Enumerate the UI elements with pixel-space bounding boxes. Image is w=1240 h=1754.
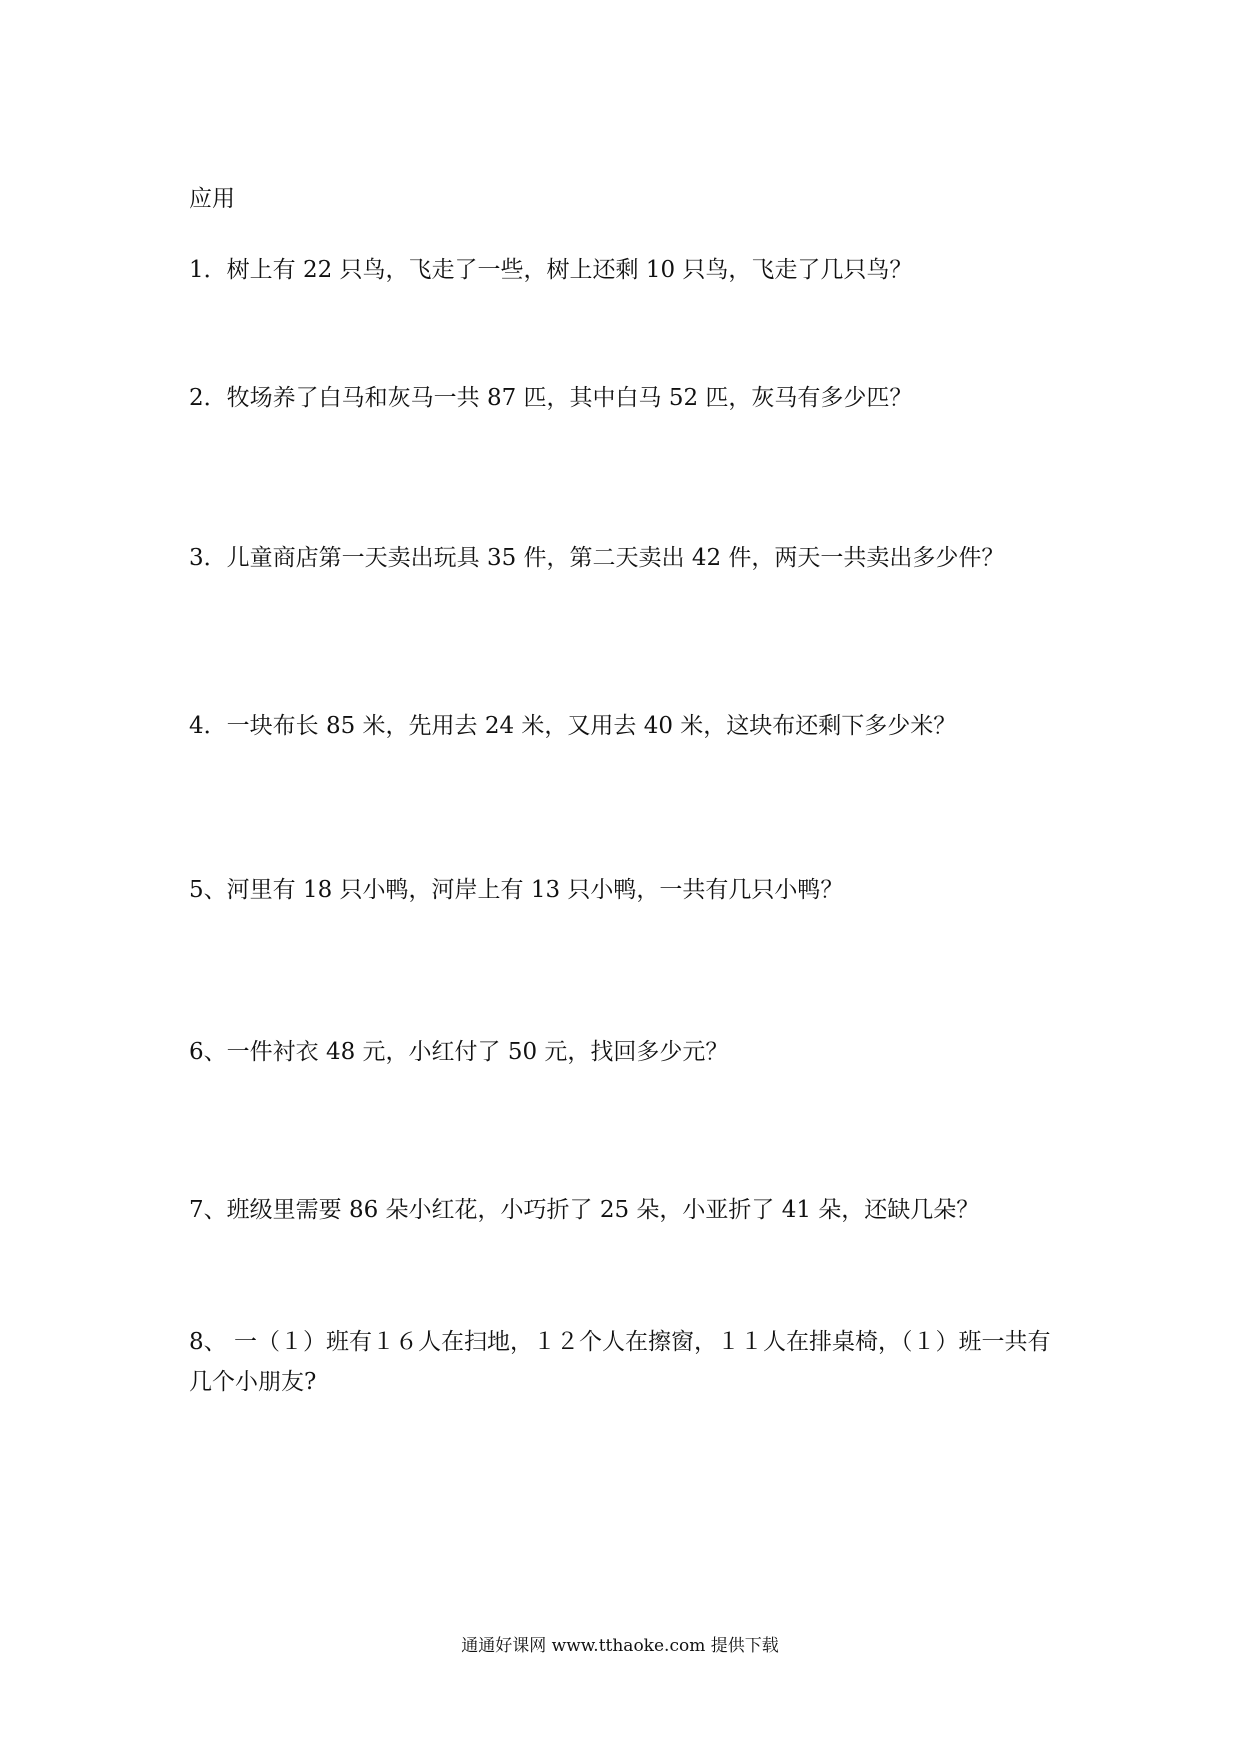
question-8: 8、 一（１）班有１６人在扫地，１２个人在擦窗，１１人在排桌椅，（１）班一共有几个小朋友? [189,1329,1051,1395]
question-1: 1．树上有 22 只鸟，飞走了一些，树上还剩 10 只鸟，飞走了几只鸟？ [189,257,913,283]
question-4: 4．一块布长 85 米，先用去 24 米，又用去 40 米，这块布还剩下多少米？ [189,713,957,739]
question-2: 2．牧场养了白马和灰马一共 87 匹，其中白马 52 匹，灰马有多少匹？ [189,385,913,411]
question-5: 5、河里有 18 只小鸭，河岸上有 13 只小鸭，一共有几只小鸭？ [189,877,844,903]
question-3: 3．儿童商店第一天卖出玩具 35 件，第二天卖出 42 件，两天一共卖出多少件？ [189,545,1005,571]
page-footer: 通通好课网 www.tthaoke.com 提供下载 [461,1636,779,1656]
question-7: 7、班级里需要 86 朵小红花，小巧折了 25 朵，小亚折了 41 朵，还缺几朵？ [189,1197,980,1223]
question-6: 6、一件衬衣 48 元，小红付了 50 元，找回多少元？ [189,1039,729,1065]
page-heading: 应用 [189,186,235,212]
